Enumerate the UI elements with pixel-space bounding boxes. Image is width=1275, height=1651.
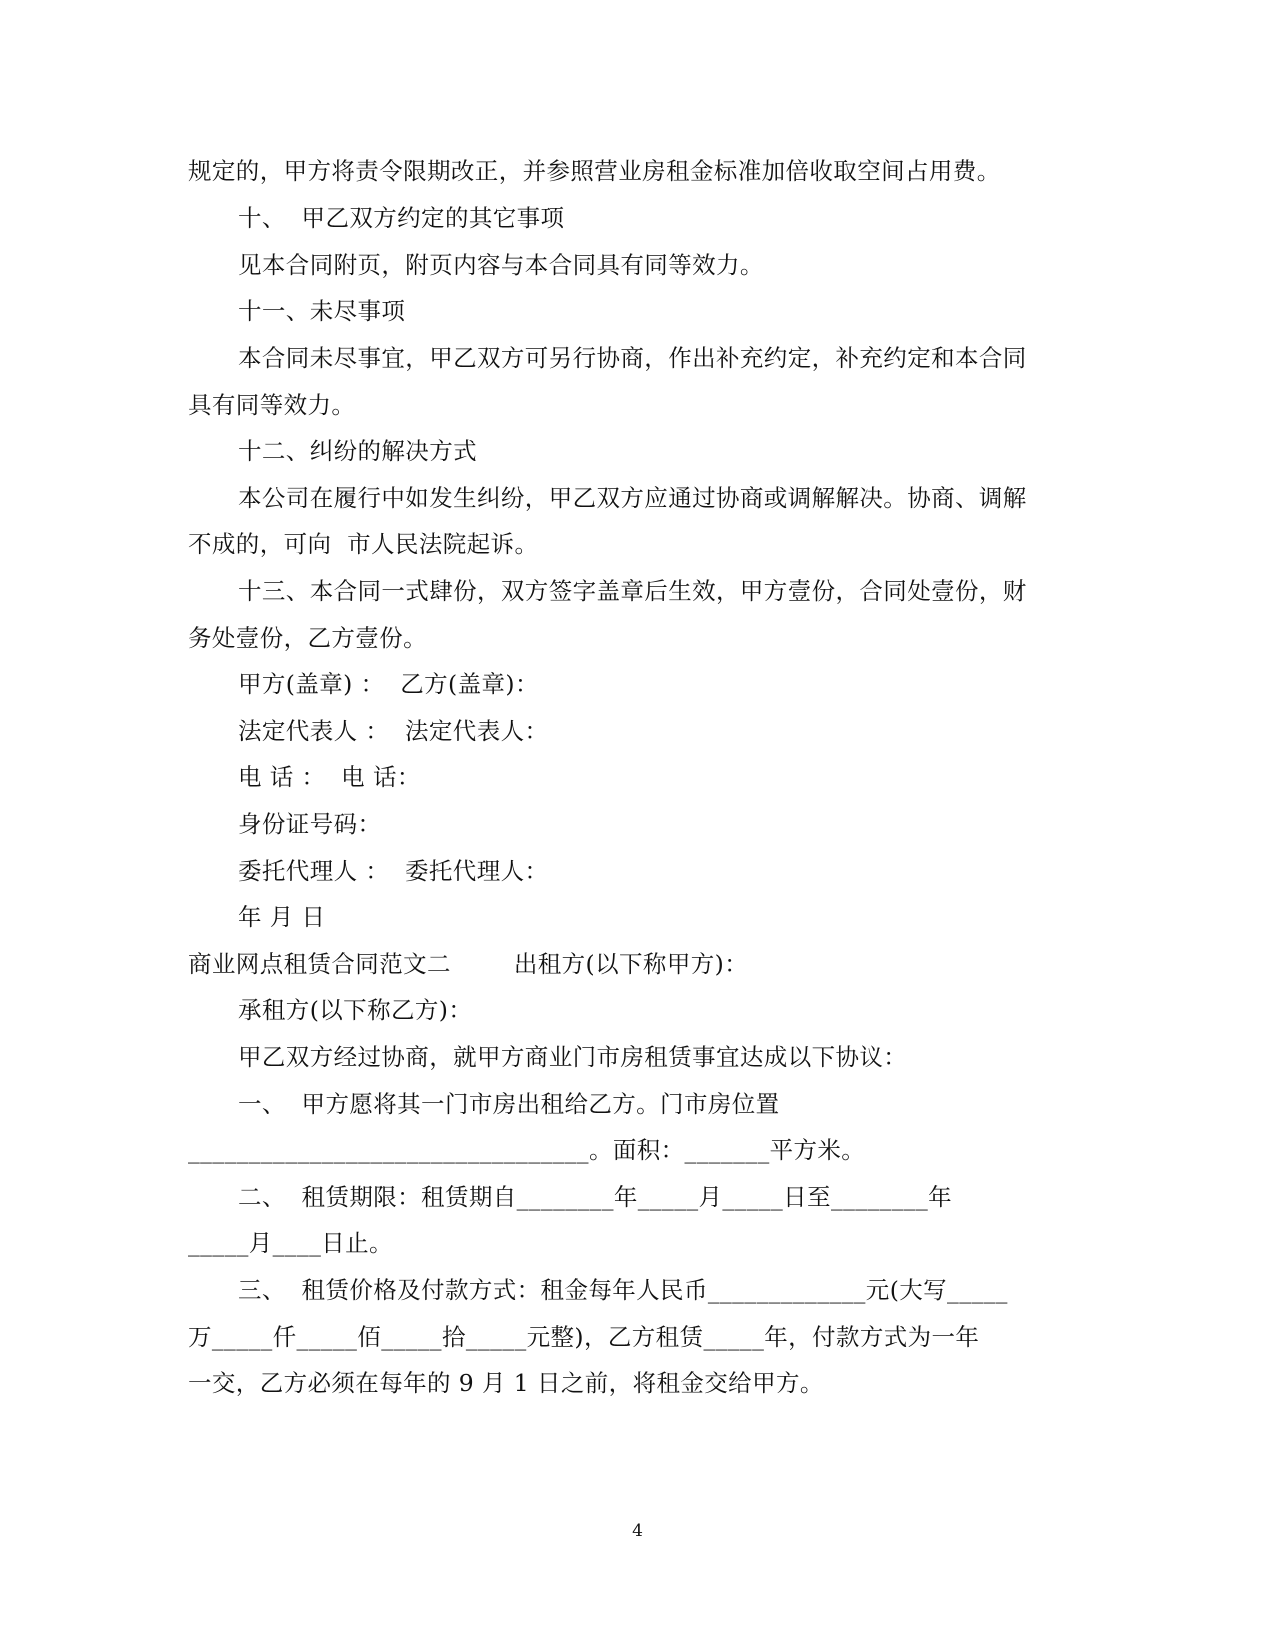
section-heading: 一、 甲方愿将其一门市房出租给乙方。门市房位置 — [238, 1090, 780, 1118]
signature-field: 委托代理人 ： 委托代理人： — [238, 857, 549, 885]
text-line: 承租方(以下称乙方)： — [238, 996, 473, 1024]
signature-field: 身份证号码： — [238, 810, 382, 838]
section-heading: 十三、本合同一式肆份，双方签字盖章后生效，甲方壹份，合同处壹份，财 — [238, 577, 1027, 605]
text-line: 具有同等效力。 — [188, 391, 356, 419]
section-heading: 十一、未尽事项 — [238, 297, 406, 325]
text-line: _____月____日止。 — [188, 1229, 393, 1257]
text-line: 万_____仟_____佰_____拾_____元整)，乙方租赁_____年，付款方式为一年 — [188, 1323, 980, 1351]
section-heading: 十二、纠纷的解决方式 — [238, 437, 477, 465]
section-heading: 二、 租赁期限：租赁期自________年_____月_____日至________年 — [238, 1183, 953, 1211]
text-line: 本合同未尽事宜，甲乙双方可另行协商，作出补充约定，补充约定和本合同 — [238, 344, 1027, 372]
signature-field: 电 话 ： 电 话： — [238, 763, 421, 791]
text-line: 不成的，可向 市人民法院起诉。 — [188, 530, 539, 558]
text-line: _________________________________。面积：_______平方米。 — [188, 1136, 866, 1164]
text-line: 务处壹份，乙方壹份。 — [188, 624, 427, 652]
text-line: 一交，乙方必须在每年的 9 月 1 日之前，将租金交给甲方。 — [188, 1369, 824, 1397]
text-line: 甲乙双方经过协商，就甲方商业门市房租赁事宜达成以下协议： — [238, 1043, 908, 1071]
text-line: 本公司在履行中如发生纠纷，甲乙双方应通过协商或调解解决。协商、调解 — [238, 484, 1027, 512]
text-line: 规定的，甲方将责令限期改正，并参照营业房租金标准加倍收取空间占用费。 — [188, 157, 1001, 185]
document-subtitle: 商业网点租赁合同范文二 出租方(以下称甲方)： — [188, 950, 749, 978]
text-line: 见本合同附页，附页内容与本合同具有同等效力。 — [238, 251, 764, 279]
section-heading: 十、 甲乙双方约定的其它事项 — [238, 204, 565, 232]
date-field: 年 月 日 — [238, 903, 326, 931]
page-number: 4 — [632, 1521, 643, 1541]
section-heading: 三、 租赁价格及付款方式：租金每年人民币_____________元(大写_____ — [238, 1276, 1008, 1304]
signature-field: 法定代表人 ： 法定代表人： — [238, 717, 549, 745]
signature-field: 甲方(盖章) ： 乙方(盖章)： — [238, 670, 539, 698]
